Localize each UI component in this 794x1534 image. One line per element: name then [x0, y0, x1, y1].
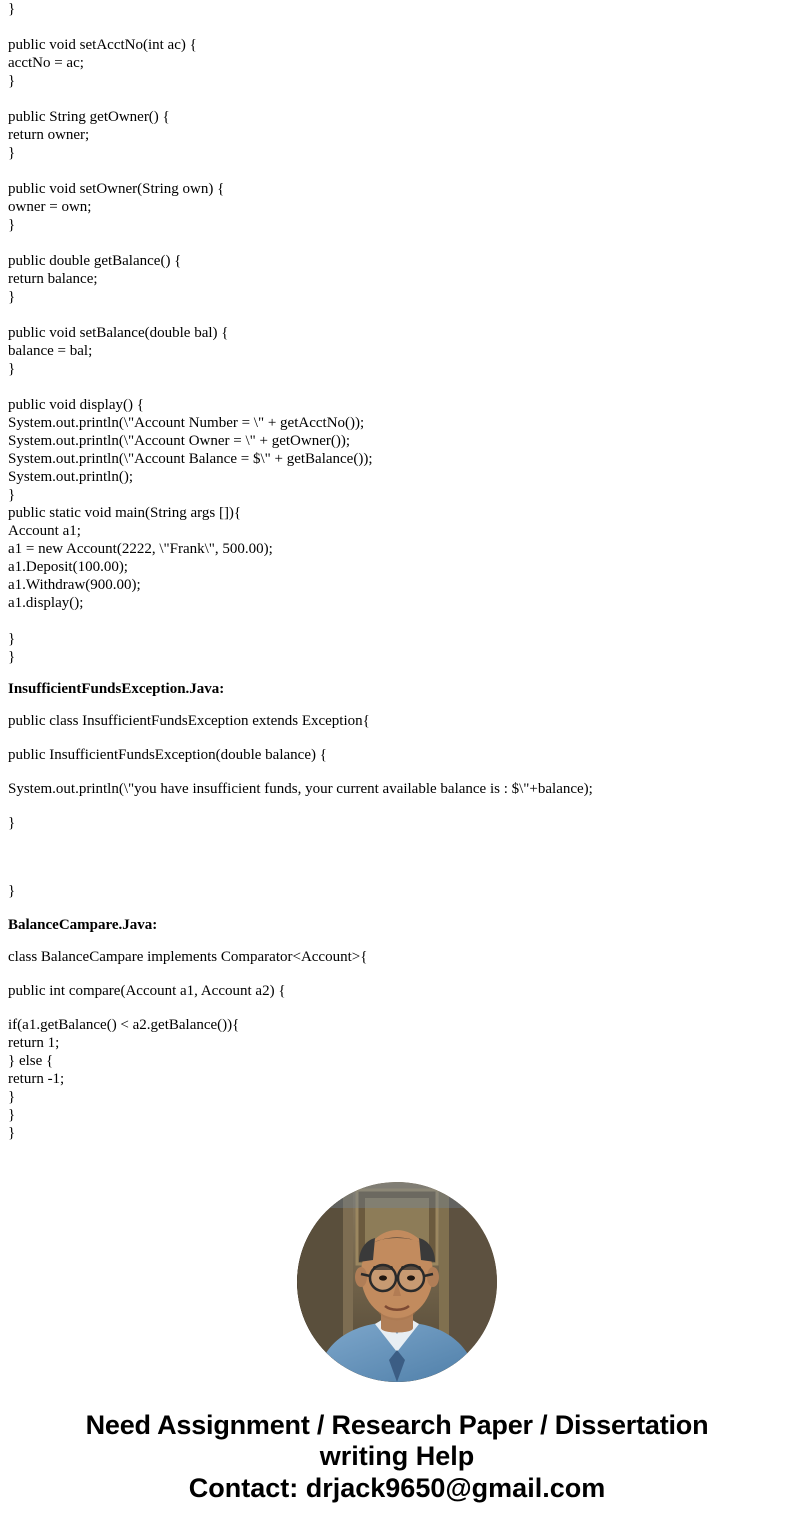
code-line: public void display() {: [8, 397, 144, 413]
code-line: }: [8, 649, 16, 665]
code-line: public void setBalance(double bal) {: [8, 325, 229, 341]
code-line: }: [8, 631, 16, 647]
code-line: public String getOwner() {: [8, 109, 170, 125]
code-line: }: [8, 1089, 16, 1105]
code-line: }: [8, 1125, 16, 1141]
code-line: }: [8, 289, 16, 305]
code-line: a1 = new Account(2222, \"Frank\", 500.00);: [8, 541, 273, 557]
code-line: return -1;: [8, 1071, 65, 1087]
code-paragraph: }: [8, 815, 16, 831]
code-line: } else {: [8, 1053, 54, 1069]
code-line: }: [8, 73, 16, 89]
code-line: balance = bal;: [8, 343, 93, 359]
code-line-blank: [8, 234, 786, 252]
code-line: a1.display();: [8, 595, 84, 611]
promo-contact: Contact: drjack9650@gmail.com: [188, 1473, 606, 1503]
promo-headline-line1: Need Assignment / Research Paper / Dissertation: [85, 1410, 709, 1440]
code-paragraph: System.out.println(\"you have insufficient funds, your current available balance is : $\"+balance);: [8, 781, 593, 797]
code-line: System.out.println(\"Account Number = \" + getAcctNo());: [8, 415, 365, 431]
code-line: }: [8, 487, 16, 503]
promo-headline-line2: writing Help: [319, 1441, 475, 1471]
code-line-blank: [8, 306, 786, 324]
code-paragraph: public InsufficientFundsException(double balance) {: [8, 747, 327, 763]
code-line: a1.Deposit(100.00);: [8, 559, 128, 575]
paragraph-spacer: [8, 848, 786, 882]
heading-balance-compare: BalanceCampare.Java:: [8, 917, 158, 933]
code-line: owner = own;: [8, 199, 92, 215]
balance-compare-code-block: [8, 1016, 786, 1142]
code-line: a1.Withdraw(900.00);: [8, 577, 141, 593]
code-line: }: [8, 1, 16, 17]
code-line-blank: [8, 18, 786, 36]
code-line: System.out.println(\"Account Balance = $\" + getBalance());: [8, 451, 373, 467]
code-line: public void setOwner(String own) {: [8, 181, 225, 197]
promo-block: [8, 1410, 786, 1504]
code-line-blank: [8, 90, 786, 108]
code-line: return balance;: [8, 271, 98, 287]
code-line: if(a1.getBalance() < a2.getBalance()){: [8, 1017, 240, 1033]
code-line-blank: [8, 612, 786, 630]
code-line-blank: [8, 378, 786, 396]
code-paragraph: }: [8, 883, 16, 899]
code-line: }: [8, 217, 16, 233]
code-line: return owner;: [8, 127, 90, 143]
avatar: [297, 1182, 497, 1382]
code-line: acctNo = ac;: [8, 55, 84, 71]
code-line: System.out.println(\"Account Owner = \" + getOwner());: [8, 433, 351, 449]
bottom-spacer: [8, 1504, 786, 1534]
portrait-photo: [297, 1182, 497, 1382]
portrait-container: [8, 1182, 786, 1382]
heading-insufficient-funds-exception: InsufficientFundsException.Java:: [8, 681, 225, 697]
account-methods-code-block: [8, 0, 786, 666]
code-line: public static void main(String args []){: [8, 505, 242, 521]
code-line-blank: [8, 162, 786, 180]
code-line: public double getBalance() {: [8, 253, 182, 269]
code-line: }: [8, 361, 16, 377]
code-line: }: [8, 145, 16, 161]
code-paragraph: public int compare(Account a1, Account a2) {: [8, 983, 286, 999]
code-line: public void setAcctNo(int ac) {: [8, 37, 197, 53]
code-line: Account a1;: [8, 523, 81, 539]
code-line: }: [8, 1107, 16, 1123]
code-paragraph: public class InsufficientFundsException extends Exception{: [8, 713, 370, 729]
code-line: System.out.println();: [8, 469, 133, 485]
code-line: return 1;: [8, 1035, 60, 1051]
code-paragraph: class BalanceCampare implements Comparator<Account>{: [8, 949, 368, 965]
